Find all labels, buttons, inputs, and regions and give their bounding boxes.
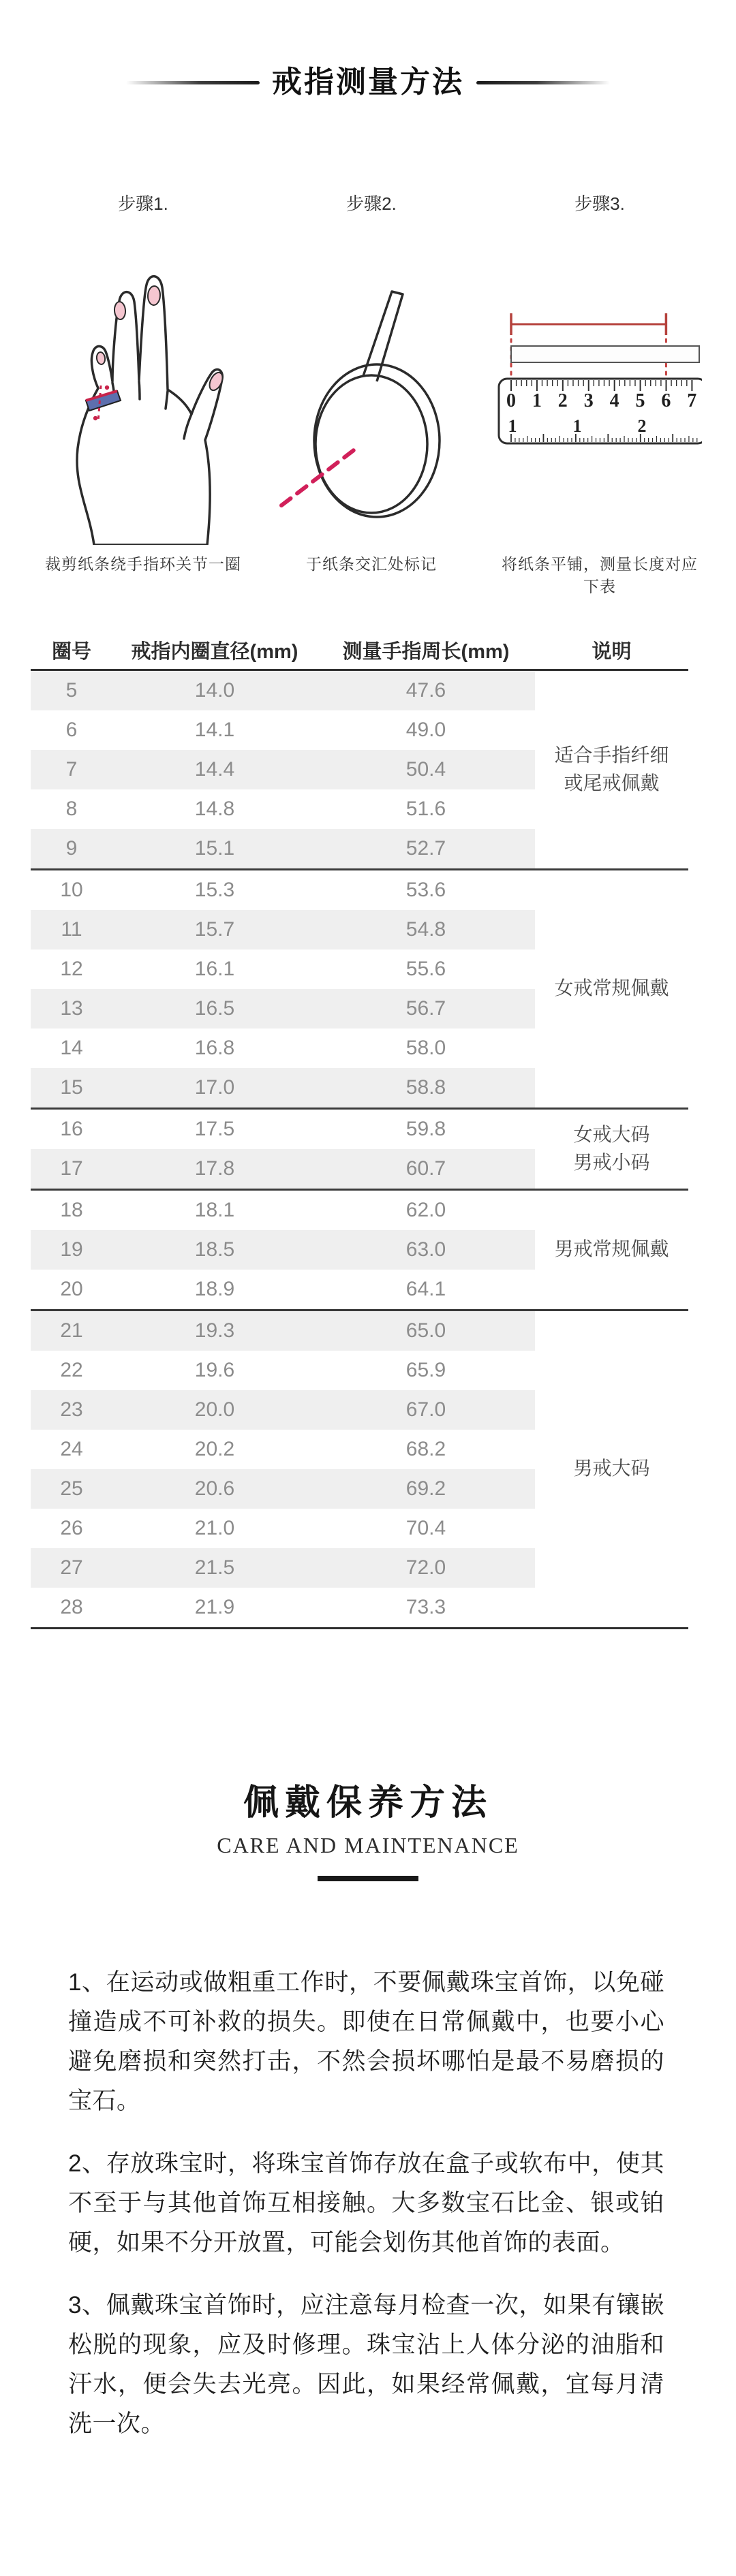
svg-text:7: 7 xyxy=(687,390,697,411)
svg-text:5: 5 xyxy=(635,390,645,411)
circumference-cell: 64.1 xyxy=(405,1277,446,1300)
group-note-cell: 女戒大码 男戒小码 xyxy=(535,1108,688,1189)
ring-size-cell: 9 xyxy=(31,829,112,870)
circumference-cell: 50.4 xyxy=(317,750,535,789)
svg-text:1: 1 xyxy=(572,415,582,436)
step-3-caption: 将纸条平铺，测量长度对应下表 xyxy=(502,554,698,595)
ring-size-cell: 7 xyxy=(31,750,112,789)
circumference-cell: 51.6 xyxy=(405,797,446,820)
care-paragraph-2: 2、存放珠宝时，将珠宝首饰存放在盒子或软布中，使其不至于与其他首饰互相接触。大多数宝石比金、银或铂硬，如果不分开放置，可能会划伤其他首饰的表面。 xyxy=(68,2150,664,2256)
circumference-cell: 67.0 xyxy=(317,1390,535,1430)
ring-size-cell: 18 xyxy=(31,1189,112,1230)
inner-diameter-cell: 15.3 xyxy=(112,869,317,910)
care-section-subtitle: CARE AND MAINTENANCE xyxy=(217,1832,519,1857)
step-3-label: 步骤3. xyxy=(574,193,625,214)
ring-size-cell: 15 xyxy=(31,1068,112,1109)
care-paragraph-3: 3、佩戴珠宝首饰时，应注意每月检查一次，如果有镶嵌松脱的现象，应及时修理。珠宝沾上人体分泌的油脂和汗水，便会失去光亮。因此，如果经常佩戴，宜每月清洗一次。 xyxy=(68,2291,664,2437)
inner-diameter-cell: 19.3 xyxy=(112,1310,317,1351)
step-2-illustration-cell xyxy=(269,259,474,545)
circumference-cell: 58.8 xyxy=(317,1068,535,1109)
header-inner-diameter: 戒指内圈直径(mm) xyxy=(112,632,317,670)
paper-strip-coil-icon xyxy=(269,272,474,545)
hand-with-paper-strip-icon xyxy=(41,259,245,545)
ring-size-cell: 25 xyxy=(31,1469,112,1509)
ring-size-cell: 16 xyxy=(31,1108,112,1149)
ring-size-cell: 12 xyxy=(60,957,83,980)
size-table-header-row xyxy=(31,632,688,670)
ring-size-cell: 10 xyxy=(31,869,112,910)
circumference-cell: 54.8 xyxy=(317,910,535,949)
captions-row xyxy=(0,552,736,597)
size-table-row xyxy=(31,1108,688,1149)
ring-size-cell: 22 xyxy=(60,1358,83,1381)
ring-size-cell: 23 xyxy=(31,1390,112,1430)
care-section xyxy=(0,1774,736,2444)
inner-diameter-cell: 18.5 xyxy=(112,1230,317,1270)
circumference-cell: 65.9 xyxy=(405,1358,446,1381)
ring-size-cell: 24 xyxy=(60,1437,83,1460)
circumference-cell: 59.8 xyxy=(317,1108,535,1149)
svg-text:4: 4 xyxy=(609,390,619,411)
measure-title-row xyxy=(0,0,736,100)
circumference-cell: 47.6 xyxy=(317,670,535,710)
ring-size-cell: 8 xyxy=(65,797,78,820)
inner-diameter-cell: 15.1 xyxy=(112,829,317,870)
header-ring-size: 圈号 xyxy=(31,632,112,670)
illustrations-row xyxy=(0,259,736,545)
ring-size-cell: 20 xyxy=(60,1277,83,1300)
circumference-cell: 69.2 xyxy=(317,1469,535,1509)
ring-size-cell: 14 xyxy=(60,1036,83,1059)
inner-diameter-cell: 18.1 xyxy=(112,1189,317,1230)
ring-size-cell: 26 xyxy=(60,1516,83,1539)
inner-diameter-cell: 16.1 xyxy=(194,957,235,980)
ruler-measurement-icon xyxy=(497,283,702,450)
inner-diameter-cell: 17.5 xyxy=(112,1108,317,1149)
circumference-cell: 72.0 xyxy=(317,1548,535,1588)
inner-diameter-cell: 14.4 xyxy=(112,750,317,789)
svg-text:3: 3 xyxy=(583,390,594,411)
circumference-cell: 63.0 xyxy=(317,1230,535,1270)
circumference-cell: 55.6 xyxy=(405,957,446,980)
group-note-cell: 男戒常规佩戴 xyxy=(535,1189,688,1310)
inner-diameter-cell: 21.0 xyxy=(194,1516,235,1539)
ring-size-cell: 27 xyxy=(31,1548,112,1588)
ring-size-cell: 17 xyxy=(31,1149,112,1190)
ring-size-cell: 13 xyxy=(31,989,112,1028)
care-paragraph-1: 1、在运动或做粗重工作时，不要佩戴珠宝首饰，以免碰撞造成不可补救的损失。即使在日常佩戴中，也要小心避免磨损和突然打击，不然会损坏哪怕是最不易磨损的宝石。 xyxy=(68,1968,664,2114)
group-note-cell: 女戒常规佩戴 xyxy=(535,869,688,1108)
circumference-cell: 73.3 xyxy=(405,1595,446,1618)
circumference-cell: 49.0 xyxy=(405,718,446,741)
step-2-label: 步骤2. xyxy=(346,193,397,214)
care-title-underline xyxy=(318,1876,418,1881)
inner-diameter-cell: 21.5 xyxy=(112,1548,317,1588)
svg-text:0: 0 xyxy=(506,390,516,411)
ring-size-table xyxy=(31,632,688,1629)
title-decor-line-right xyxy=(476,81,610,84)
ruler-body xyxy=(499,379,702,443)
paper-strip xyxy=(511,346,699,362)
inner-diameter-cell: 17.8 xyxy=(112,1149,317,1190)
circumference-cell: 70.4 xyxy=(405,1516,446,1539)
step-2-caption: 于纸条交汇处标记 xyxy=(306,554,437,573)
ring-size-cell: 11 xyxy=(31,910,112,949)
inner-diameter-cell: 16.8 xyxy=(194,1036,235,1059)
measure-section xyxy=(0,0,736,597)
inner-diameter-cell: 19.6 xyxy=(194,1358,235,1381)
ring-size-cell: 19 xyxy=(31,1230,112,1270)
circumference-cell: 60.7 xyxy=(317,1149,535,1190)
steps-row xyxy=(0,190,736,215)
step-1-caption: 裁剪纸条绕手指环关节一圈 xyxy=(45,554,241,573)
group-note-cell: 适合手指纤细 或尾戒佩戴 xyxy=(535,670,688,869)
ring-size-cell: 28 xyxy=(60,1595,83,1618)
size-table-row xyxy=(31,1310,688,1351)
ring-size-cell: 5 xyxy=(31,670,112,710)
svg-text:1: 1 xyxy=(508,415,517,436)
svg-text:2: 2 xyxy=(557,390,568,411)
inner-diameter-cell: 20.2 xyxy=(194,1437,235,1460)
inner-diameter-cell: 14.8 xyxy=(194,797,235,820)
inner-diameter-cell: 15.7 xyxy=(112,910,317,949)
circumference-cell: 68.2 xyxy=(405,1437,446,1460)
inner-diameter-cell: 18.9 xyxy=(194,1277,235,1300)
inner-diameter-cell: 20.6 xyxy=(112,1469,317,1509)
care-paragraphs xyxy=(68,1963,664,2444)
circumference-cell: 65.0 xyxy=(317,1310,535,1351)
step-3-illustration-cell xyxy=(497,259,702,545)
header-note: 说明 xyxy=(535,632,688,670)
care-section-title: 佩戴保养方法 xyxy=(243,1783,493,1823)
svg-text:2: 2 xyxy=(637,415,647,436)
circumference-cell: 52.7 xyxy=(317,829,535,870)
size-table-row xyxy=(31,869,688,910)
group-note-cell: 男戒大码 xyxy=(535,1310,688,1628)
step-1-illustration-cell xyxy=(41,259,245,545)
inner-diameter-cell: 20.0 xyxy=(112,1390,317,1430)
svg-text:1: 1 xyxy=(532,390,542,411)
size-table-row xyxy=(31,1189,688,1230)
header-finger-circumference: 测量手指周长(mm) xyxy=(317,632,535,670)
ring-size-cell: 21 xyxy=(31,1310,112,1351)
circumference-cell: 56.7 xyxy=(317,989,535,1028)
svg-text:6: 6 xyxy=(661,390,671,411)
circumference-cell: 58.0 xyxy=(405,1036,446,1059)
title-decor-line-left xyxy=(126,81,260,84)
mark-dashed-line xyxy=(281,448,356,505)
circumference-cell: 53.6 xyxy=(317,869,535,910)
inner-diameter-cell: 21.9 xyxy=(194,1595,235,1618)
circumference-cell: 62.0 xyxy=(317,1189,535,1230)
step-1-label: 步骤1. xyxy=(118,193,168,214)
inner-diameter-cell: 16.5 xyxy=(112,989,317,1028)
ring-size-cell: 6 xyxy=(65,718,78,741)
inner-diameter-cell: 14.1 xyxy=(194,718,235,741)
measure-section-title: 戒指测量方法 xyxy=(272,65,464,99)
inner-diameter-cell: 14.0 xyxy=(112,670,317,710)
size-table-row xyxy=(31,670,688,710)
inner-diameter-cell: 17.0 xyxy=(112,1068,317,1109)
